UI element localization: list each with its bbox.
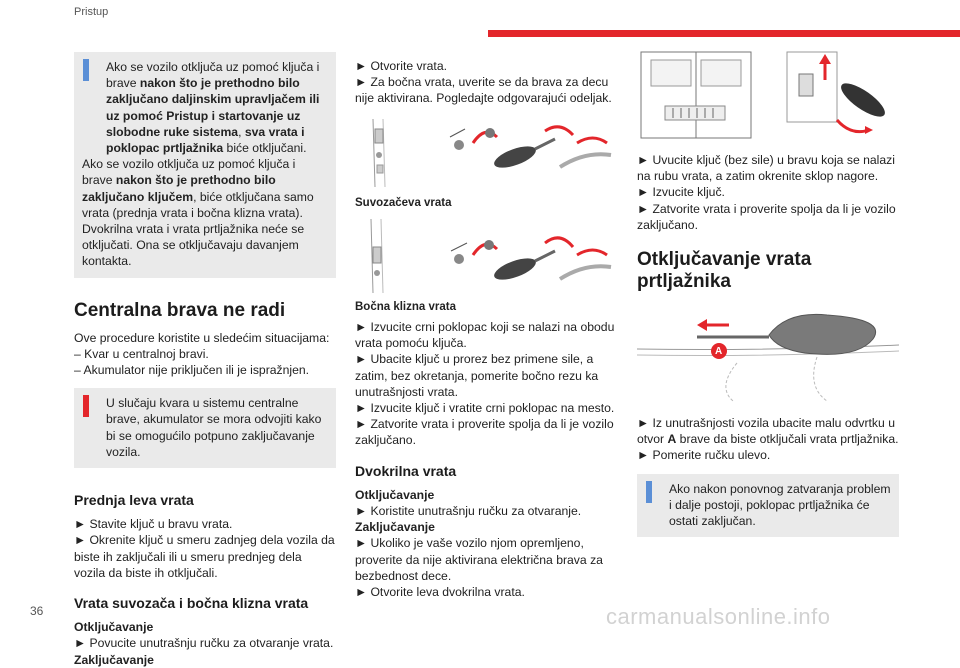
step: ► Zatvorite vrata i proverite spolja da li je vozilo zaključano.: [355, 417, 614, 448]
page-number: 36: [30, 604, 44, 618]
step: ► Izvucite ključ i vratite crni poklopac na mesto.: [355, 401, 615, 416]
step: ► Otvorite vrata.: [355, 59, 447, 73]
step: ► Uvucite ključ (bez sile) u bravu koja se nalazi na rubu vrata, a zatim okrenite sklop nagore.: [637, 153, 895, 184]
step: ► Povucite unutrašnju ručku za otvaranje vrata.: [74, 636, 334, 651]
header-red-bar: [488, 30, 960, 37]
list-item: – Akumulator nije priključen ili je ispražnjen.: [74, 363, 310, 378]
heading-front-left-door: Prednja leva vrata: [74, 492, 194, 509]
column-1: [74, 52, 336, 668]
column-2: [355, 58, 617, 600]
label-lock: Zaključavanje: [355, 520, 435, 535]
info-note-text-2: Ako se vozilo otključa uz pomoć ključa i brave nakon što je prethodno bilo zaključano ključem, biće otključana samo vrata (prednja vrata i bočna klizna vrata). Dvokrilna vrata i vrata prtljažnika neće se otključati. Ona se otključavaju davanjem kontakta.: [82, 157, 314, 269]
step: ► Iz unutrašnjosti vozila ubacite malu odvrtku u otvor A brave da biste otključali vrata prtljažnika.: [637, 416, 899, 447]
list-item: – Kvar u centralnoj bravi.: [74, 346, 209, 361]
step: ► Okrenite ključ u smeru zadnjeg dela vozila da biste ih zaključali ili u smeru prednjeg dela vozila da biste ih otključali.: [74, 533, 335, 580]
intro-text: Ove procedure koristite u sledećim situacijama:: [74, 330, 330, 345]
column-3: [637, 50, 899, 537]
tailgate-illustration: [637, 307, 899, 403]
info-note: [637, 474, 899, 538]
step: ► Koristite unutrašnju ručku za otvaranje.: [355, 504, 582, 519]
label-lock: Zaključavanje: [74, 652, 154, 667]
heading-passenger-sliding-door: Vrata suvozača i bočna klizna vrata: [74, 595, 309, 612]
step: ► Pomerite ručku ulevo.: [637, 448, 771, 463]
warning-text: U slučaju kvara u sistemu centralne brave, akumulator se mora odvojiti kako bi se omogućilo potpuno zaključavanje vozila.: [106, 396, 322, 459]
rear-door-illustration: [637, 50, 899, 142]
callout-a: A: [715, 346, 723, 358]
heading-tailgate-unlock: Otključavanje vrata prtljažnika: [637, 249, 812, 293]
label-unlock: Otključavanje: [355, 487, 435, 502]
warning-icon: [83, 395, 89, 417]
section-title: Pristup: [74, 6, 109, 18]
info-note-text-1: Ako se vozilo otključa uz pomoć ključa i brave nakon što je prethodno bilo zaključano daljinskim upravljačem ili uz pomoć Pristup i startovanje uz slobodne ruke sistema, sva vrata i poklopac prtljažnika biće otključani.: [106, 60, 320, 156]
warning-note: [74, 388, 336, 468]
heading-central-lock: Centralna brava ne radi: [74, 299, 286, 321]
caption-passenger-door: Suvozačeva vrata: [355, 196, 452, 209]
label-unlock: Otključavanje: [74, 620, 154, 635]
info-note: [74, 52, 336, 278]
heading-double-doors: Dvokrilna vrata: [355, 462, 457, 479]
step: ► Izvucite ključ.: [637, 185, 725, 200]
info-icon: [646, 481, 652, 503]
step: ► Otvorite leva dvokrilna vrata.: [355, 585, 525, 600]
step: ► Ubacite ključ u prorez bez primene sile, a zatim, bez okretanja, pomerite bočno rezu ka unutrašnjosti vrata.: [355, 352, 599, 399]
sliding-door-illustration: [355, 217, 617, 295]
watermark: carmanualsonline.info: [606, 604, 831, 629]
info-icon: [83, 59, 89, 81]
step: ► Izvucite crni poklopac koji se nalazi na obodu vrata pomoću ključa.: [355, 320, 615, 351]
info-note-text: Ako nakon ponovnog zatvaranja problem i dalje postoji, poklopac prtljažnika će ostati zaključan.: [669, 481, 891, 529]
step: ► Zatvorite vrata i proverite spolja da li je vozilo zaključano.: [637, 201, 896, 232]
caption-sliding-door: Bočna klizna vrata: [355, 300, 456, 313]
passenger-door-illustration: [355, 115, 617, 191]
step: ► Za bočna vrata, uverite se da brava za decu nije aktivirana. Pogledajte odgovarajući odeljak.: [355, 75, 612, 106]
step: ► Stavite ključ u bravu vrata.: [74, 517, 233, 532]
step: ► Ukoliko je vaše vozilo njom opremljeno, proverite da nije aktivirana električna brava za bezbednost dece.: [355, 536, 603, 583]
